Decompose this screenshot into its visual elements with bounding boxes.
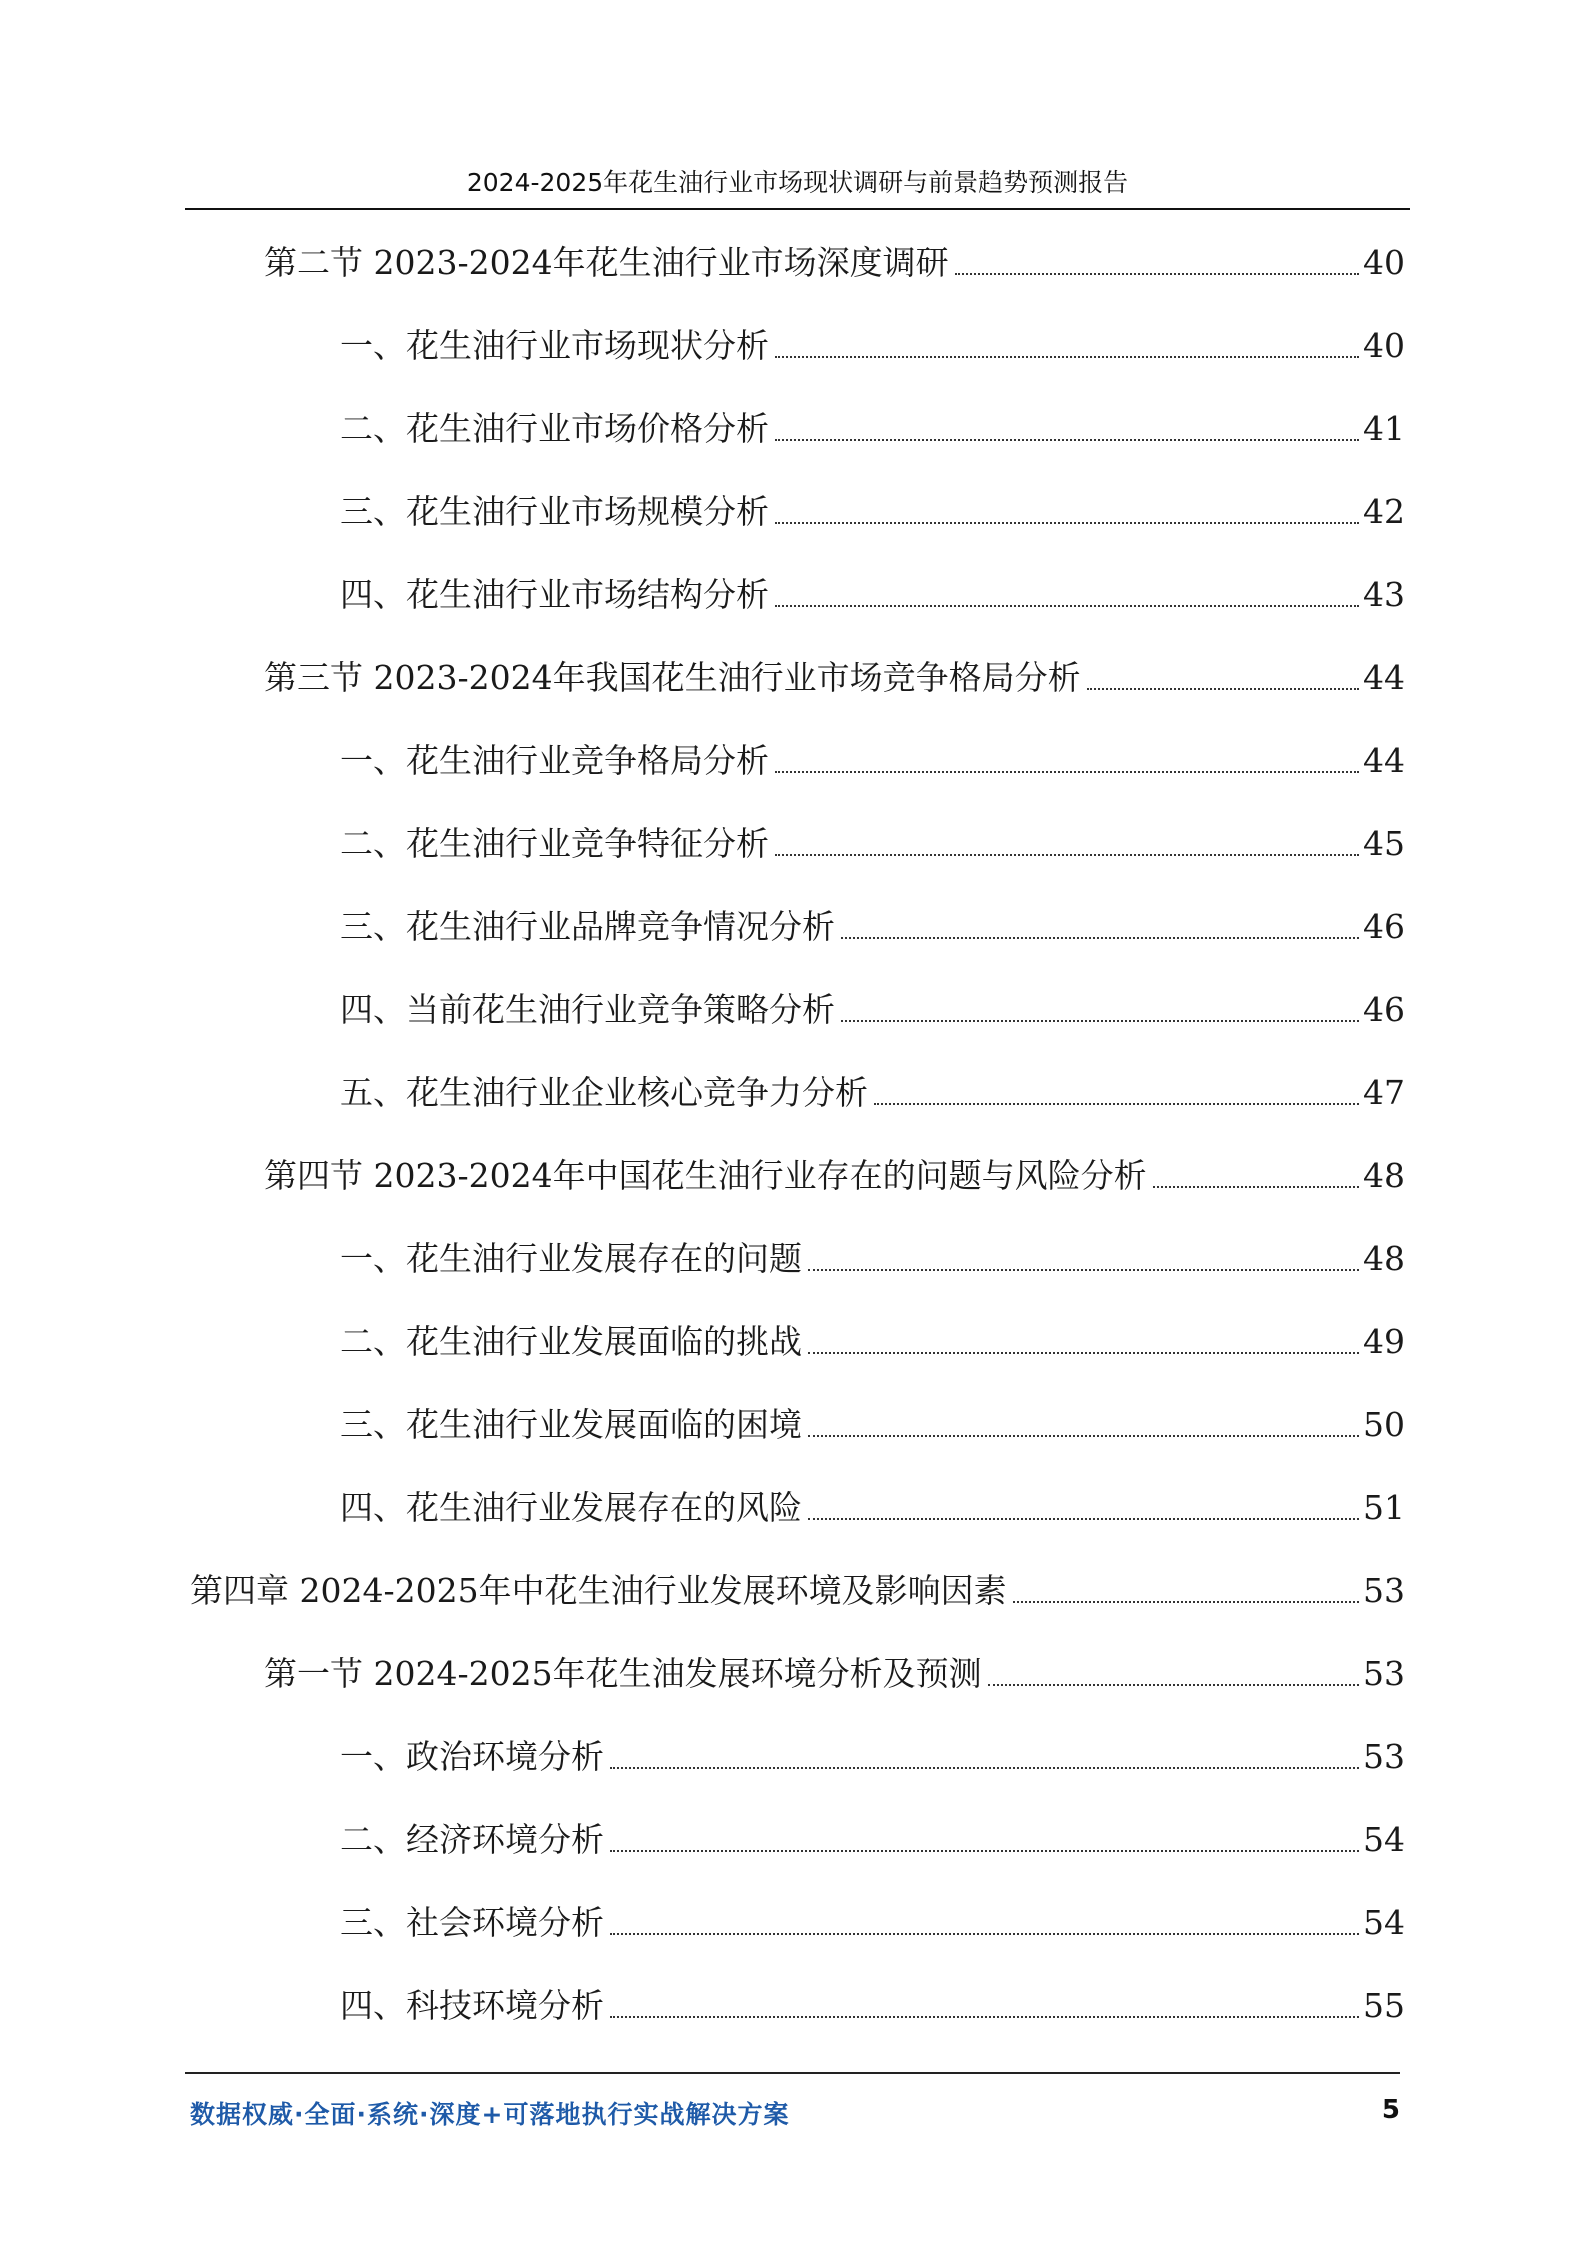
toc-entry-title: 三、花生油行业发展面临的困境: [340, 1405, 802, 1444]
toc-entry-page: 45: [1363, 824, 1405, 863]
toc-entry-page: 53: [1363, 1737, 1405, 1776]
toc-entry-page: 48: [1363, 1156, 1405, 1195]
toc-entry[interactable]: [340, 1802, 1405, 1862]
toc-entry[interactable]: [340, 1055, 1405, 1115]
toc-entry[interactable]: [264, 1636, 1405, 1696]
toc-entry-page: 50: [1363, 1405, 1405, 1444]
toc-entry[interactable]: [340, 972, 1405, 1032]
toc-leader-dots: [775, 770, 1359, 773]
toc-leader-dots: [775, 853, 1359, 856]
toc-leader-dots: [775, 604, 1359, 607]
toc-entry-title: 第二节 2023-2024年花生油行业市场深度调研: [264, 243, 949, 282]
toc-entry[interactable]: [340, 557, 1405, 617]
toc-leader-dots: [874, 1102, 1359, 1105]
toc-leader-dots: [775, 521, 1359, 524]
toc-entry[interactable]: [340, 1719, 1405, 1779]
toc-entry-page: 44: [1363, 741, 1405, 780]
toc-entry-title: 二、花生油行业竞争特征分析: [340, 824, 769, 863]
toc-leader-dots: [610, 2015, 1359, 2018]
toc-leader-dots: [610, 1849, 1359, 1852]
toc-entry-title: 一、花生油行业市场现状分析: [340, 326, 769, 365]
toc-entry-page: 46: [1363, 907, 1405, 946]
footer-divider: [185, 2072, 1400, 2074]
toc-leader-dots: [1013, 1600, 1359, 1603]
toc-entry-page: 46: [1363, 990, 1405, 1029]
toc-entry[interactable]: [340, 474, 1405, 534]
toc-entry-page: 40: [1363, 243, 1405, 282]
toc-entry-title: 三、社会环境分析: [340, 1903, 604, 1942]
toc-entry-title: 三、花生油行业品牌竞争情况分析: [340, 907, 835, 946]
toc-entry[interactable]: [340, 391, 1405, 451]
toc-leader-dots: [775, 438, 1359, 441]
toc-entry[interactable]: [340, 806, 1405, 866]
toc-entry[interactable]: [340, 1968, 1405, 2028]
toc-entry-title: 四、科技环境分析: [340, 1986, 604, 2025]
toc-leader-dots: [841, 1019, 1359, 1022]
toc-entry-page: 54: [1363, 1903, 1405, 1942]
toc-entry-page: 42: [1363, 492, 1405, 531]
report-title: 2024-2025年花生油行业市场现状调研与前景趋势预测报告: [466, 168, 1129, 197]
toc-entry-page: 55: [1363, 1986, 1405, 2025]
toc-entry[interactable]: [340, 723, 1405, 783]
toc-entry-title: 第一节 2024-2025年花生油发展环境分析及预测: [264, 1654, 982, 1693]
toc-entry-title: 一、政治环境分析: [340, 1737, 604, 1776]
toc-entry-page: 41: [1363, 409, 1405, 448]
toc-entry[interactable]: [264, 225, 1405, 285]
toc-entry-title: 三、花生油行业市场规模分析: [340, 492, 769, 531]
toc-leader-dots: [808, 1351, 1359, 1354]
toc-entry-page: 48: [1363, 1239, 1405, 1278]
toc-leader-dots: [988, 1683, 1359, 1686]
toc-entry[interactable]: [340, 308, 1405, 368]
toc-entry[interactable]: [340, 1885, 1405, 1945]
toc-entry-page: 43: [1363, 575, 1405, 614]
toc-entry-page: 54: [1363, 1820, 1405, 1859]
toc-entry-title: 第四章 2024-2025年中花生油行业发展环境及影响因素: [190, 1571, 1007, 1610]
toc-entry[interactable]: [264, 1138, 1405, 1198]
toc-entry-page: 51: [1363, 1488, 1405, 1527]
toc-entry-title: 一、花生油行业竞争格局分析: [340, 741, 769, 780]
toc-entry-title: 第三节 2023-2024年我国花生油行业市场竞争格局分析: [264, 658, 1081, 697]
toc-leader-dots: [610, 1932, 1359, 1935]
toc-entry-title: 四、花生油行业市场结构分析: [340, 575, 769, 614]
toc-entry[interactable]: [340, 1304, 1405, 1364]
toc-entry-page: 47: [1363, 1073, 1405, 1112]
toc-entry[interactable]: [264, 640, 1405, 700]
toc-entry-title: 二、花生油行业市场价格分析: [340, 409, 769, 448]
toc-entry[interactable]: [340, 889, 1405, 949]
toc-leader-dots: [775, 355, 1359, 358]
toc-leader-dots: [1087, 687, 1359, 690]
header-divider: [185, 208, 1410, 210]
toc-entry-title: 第四节 2023-2024年中国花生油行业存在的问题与风险分析: [264, 1156, 1147, 1195]
toc-entry-title: 四、当前花生油行业竞争策略分析: [340, 990, 835, 1029]
toc-leader-dots: [808, 1268, 1359, 1271]
toc-entry[interactable]: [340, 1470, 1405, 1530]
toc-entry-page: 44: [1363, 658, 1405, 697]
toc-leader-dots: [955, 272, 1359, 275]
toc-entry-title: 二、花生油行业发展面临的挑战: [340, 1322, 802, 1361]
footer-slogan: 数据权威·全面·系统·深度+可落地执行实战解决方案: [190, 2100, 790, 2129]
toc-entry-title: 一、花生油行业发展存在的问题: [340, 1239, 802, 1278]
toc-leader-dots: [610, 1766, 1359, 1769]
toc-entry-title: 四、花生油行业发展存在的风险: [340, 1488, 802, 1527]
toc-entry-page: 40: [1363, 326, 1405, 365]
toc-entry-page: 53: [1363, 1654, 1405, 1693]
toc-entry[interactable]: [340, 1221, 1405, 1281]
toc-leader-dots: [841, 936, 1359, 939]
toc-entry[interactable]: [340, 1387, 1405, 1447]
page-number: 5: [1381, 2095, 1400, 2125]
toc-leader-dots: [808, 1434, 1359, 1437]
toc-entry-page: 49: [1363, 1322, 1405, 1361]
toc-leader-dots: [1153, 1185, 1359, 1188]
toc-entry-title: 二、经济环境分析: [340, 1820, 604, 1859]
toc-entry[interactable]: [190, 1553, 1405, 1613]
toc-leader-dots: [808, 1517, 1359, 1520]
toc-entry-page: 53: [1363, 1571, 1405, 1610]
toc-entry-title: 五、花生油行业企业核心竞争力分析: [340, 1073, 868, 1112]
